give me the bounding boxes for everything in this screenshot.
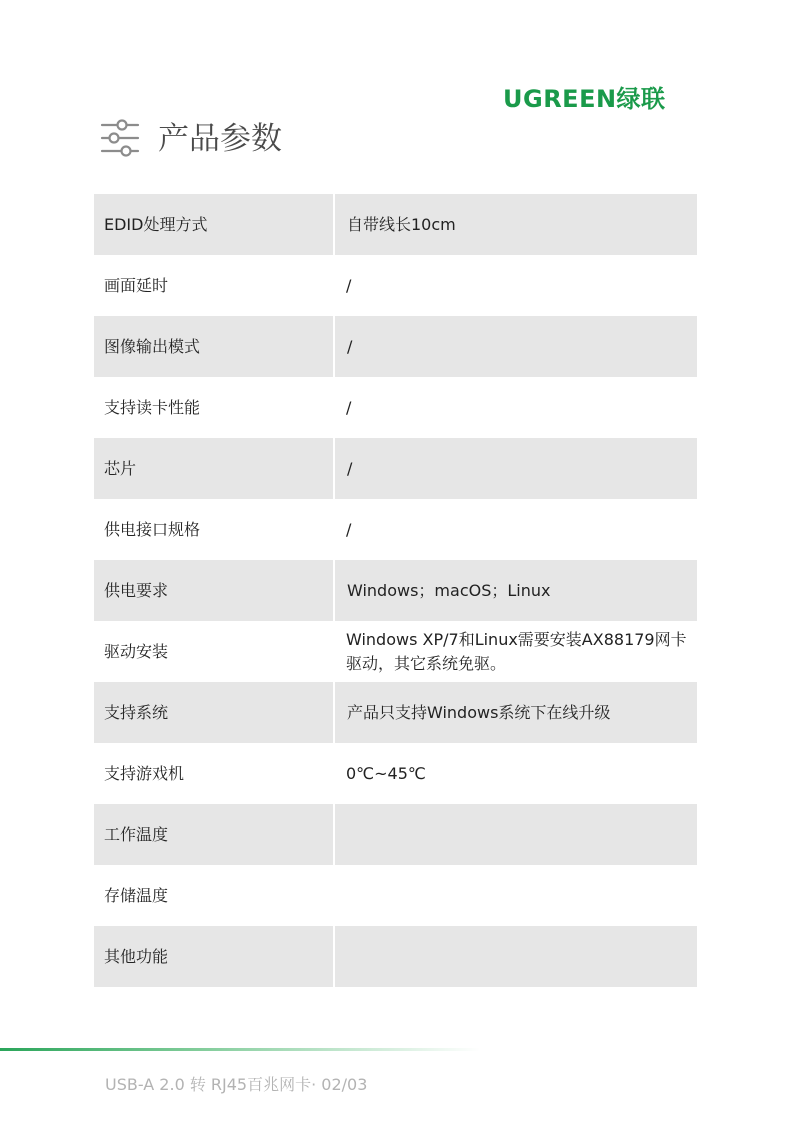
table-row — [94, 255, 697, 316]
spec-label: 芯片 — [94, 438, 334, 499]
brand-logo: UGREEN绿联 — [503, 85, 666, 113]
table-row — [94, 316, 697, 377]
table-row — [94, 743, 697, 804]
spec-label: 供电接口规格 — [104, 519, 201, 539]
spec-value: / — [346, 275, 352, 295]
footer-page-label: USB-A 2.0 转 RJ45百兆网卡· 02/03 — [105, 1075, 368, 1094]
spec-label: 支持读卡性能 — [104, 397, 201, 417]
spec-label: 工作温度 — [94, 804, 334, 865]
spec-value: / — [346, 519, 352, 539]
spec-value: 自带线长10cm — [334, 194, 697, 255]
spec-value — [334, 926, 697, 987]
table-row — [94, 621, 697, 682]
spec-value — [334, 804, 697, 865]
spec-label: 供电要求 — [94, 560, 334, 621]
spec-value: / — [334, 316, 697, 377]
spec-value: / — [334, 438, 697, 499]
table-row — [94, 438, 697, 499]
spec-value: Windows XP/7和Linux需要安装AX88179网卡驱动，其它系统免驱。 — [346, 629, 687, 673]
page-title: 产品参数 — [158, 121, 282, 157]
table-row — [94, 377, 697, 438]
spec-label: 图像输出模式 — [94, 316, 334, 377]
table-row — [94, 194, 697, 255]
table-row — [94, 865, 697, 926]
table-row — [94, 926, 697, 987]
spec-label: 其他功能 — [94, 926, 334, 987]
spec-label: 存储温度 — [104, 885, 169, 905]
table-row — [94, 682, 697, 743]
table-row — [94, 499, 697, 560]
spec-table — [94, 194, 697, 987]
table-row — [94, 804, 697, 865]
spec-label: EDID处理方式 — [94, 194, 334, 255]
spec-value — [334, 865, 697, 926]
table-row — [94, 560, 697, 621]
spec-label: 支持游戏机 — [104, 763, 185, 783]
spec-value: / — [346, 397, 352, 417]
spec-label: 驱动安装 — [104, 641, 169, 661]
spec-value: 0℃~45℃ — [346, 763, 426, 783]
sliders-icon — [100, 118, 140, 158]
spec-label: 支持系统 — [94, 682, 334, 743]
spec-value: Windows；macOS；Linux — [334, 560, 697, 621]
spec-label: 画面延时 — [104, 275, 169, 295]
spec-value: 产品只支持Windows系统下在线升级 — [334, 682, 697, 743]
footer-divider — [0, 1048, 480, 1051]
